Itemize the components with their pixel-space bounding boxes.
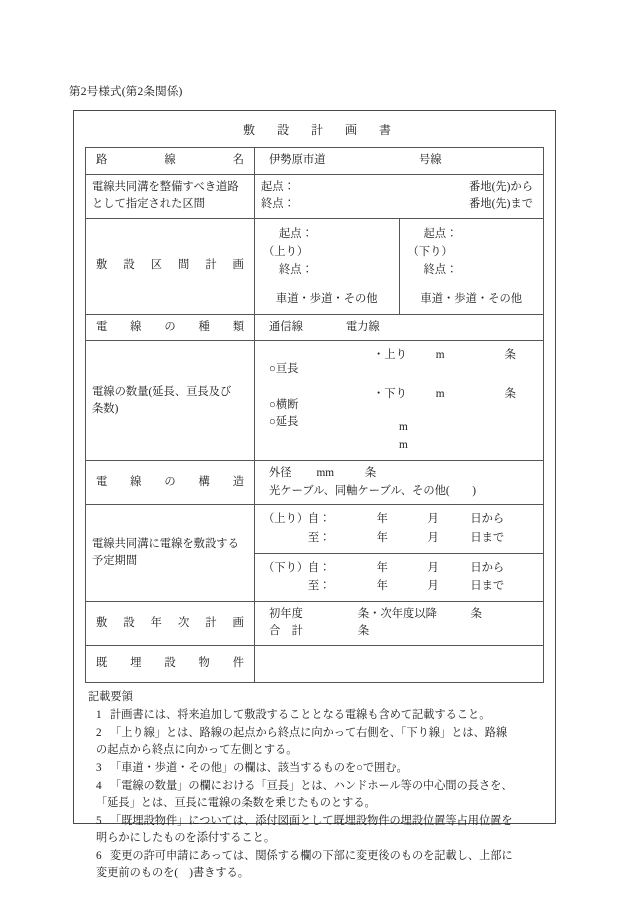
label-char: 電 [96, 476, 108, 488]
label-char: 次 [177, 616, 190, 629]
table-row-schedule [86, 505, 544, 602]
wire-type-option-power[interactable]: 電力線 [345, 320, 380, 333]
note-text: 計画書には、将来追加して敷設することとなる電線も含めて記載すること。 [110, 708, 491, 721]
install-section-direction-split [255, 219, 543, 314]
schedule-up-to-line [263, 529, 535, 548]
install-section-up-block[interactable] [255, 219, 400, 314]
quantity-down-line [373, 386, 537, 404]
existing-facilities-label [92, 655, 248, 673]
label-char: 計 [205, 259, 217, 272]
table-row-install-section-plan [86, 218, 544, 314]
schedule-down-block[interactable] [255, 554, 543, 601]
label-char: 名 [232, 154, 244, 166]
annual-plan-label-cell [86, 601, 255, 645]
label-line-2: 予定期間 [92, 555, 138, 567]
annual-plan-label [92, 615, 248, 633]
quantity-up-line [373, 347, 537, 365]
label-char: 区 [150, 259, 162, 272]
label-char: 電 [96, 320, 108, 333]
note-text-continued: 変更前のものを( )書きする。 [96, 866, 249, 879]
form-frame [73, 110, 556, 879]
wire-quantity-value-cell [255, 341, 544, 461]
note-item [88, 778, 543, 795]
schedule-up-from-month: 月 [427, 513, 439, 526]
wire-type-value-cell [255, 314, 544, 341]
wire-quantity-left-column [261, 347, 373, 432]
schedule-label-cell [86, 505, 255, 602]
table-row-route-name [86, 148, 544, 175]
quantity-encho-label[interactable]: ○延長 [269, 416, 299, 429]
down-start-label: 起点： [423, 227, 458, 240]
note-number: 3 [96, 761, 102, 774]
label-char: 画 [232, 616, 244, 629]
wire-quantity-label-cell [86, 341, 255, 461]
schedule-up-from-line [263, 510, 535, 529]
label-char: 埋 [130, 657, 142, 669]
up-start-label: 起点： [279, 227, 313, 240]
label-char: 線 [130, 476, 142, 488]
note-number: 1 [96, 708, 102, 721]
quantity-oudan-label[interactable]: ○横断 [269, 398, 299, 411]
label-char: 線 [130, 320, 142, 333]
quantity-encho-unit-line [373, 437, 537, 455]
diameter-unit-mm: mm [316, 467, 335, 480]
wire-structure-label-cell [86, 461, 255, 505]
total-label: 合 計 [269, 625, 303, 638]
schedule-up-to-month: 月 [427, 531, 439, 544]
wire-structure-value-cell[interactable] [255, 461, 544, 505]
install-section-down-block[interactable] [400, 219, 544, 314]
down-road-options[interactable]: 車道・歩道・その他 [420, 292, 523, 305]
first-year-label: 初年度 [269, 607, 303, 620]
install-section-plan-label [92, 257, 248, 275]
label-char: 画 [232, 259, 244, 272]
down-direction-label: （下り） [407, 245, 453, 258]
label-line-2: 条数) [92, 402, 119, 415]
schedule-up-from-day: 日から [470, 513, 505, 526]
label-char: 間 [177, 259, 190, 272]
label-char: 設 [123, 616, 135, 629]
label-char: 計 [205, 616, 217, 629]
label-char: の [164, 320, 176, 333]
note-text: 変更の許可申請にあっては、関係する欄の下部に変更後のものを記載し、上部に [110, 849, 513, 862]
schedule-up-direction: （上り） [263, 513, 309, 526]
wire-type-label-cell [86, 314, 255, 341]
label-char: 件 [232, 657, 244, 669]
notes-section [74, 683, 555, 882]
note-text: 「上り線」とは、路線の起点から終点に向かって右側を、「下り線」とは、路線 [110, 726, 508, 739]
wire-type-label [92, 319, 248, 337]
schedule-up-from-label: 自： [307, 513, 331, 526]
table-row-existing-facilities [86, 645, 544, 682]
cable-type-options[interactable]: 光ケーブル、同軸ケーブル、その他( ) [269, 484, 477, 497]
route-name-label [92, 152, 248, 170]
label-char: の [164, 476, 176, 488]
note-text-continued: の起点から終点に向かって左側とする。 [96, 743, 298, 756]
quantity-down-label: ・下り [373, 387, 407, 400]
schedule-down-to-line [263, 577, 535, 596]
label-char: 路 [96, 154, 108, 166]
wire-structure-diameter-line [261, 465, 537, 483]
designated-section-label-cell [86, 174, 255, 218]
up-direction-label: （上り） [263, 245, 309, 258]
label-char: 設 [164, 657, 176, 669]
schedule-up-to-label: 至： [307, 531, 331, 544]
quantity-oudan-unit-line [373, 419, 537, 437]
note-number: 4 [96, 779, 102, 792]
designated-section-value-cell[interactable] [255, 174, 544, 218]
note-text: 「車道・歩道・その他」の欄は、該当するものを○で囲む。 [110, 761, 408, 774]
note-item [88, 760, 543, 777]
quantity-down-unit-jo: 条 [504, 387, 516, 400]
annual-plan-total-line [261, 623, 537, 641]
up-end-label: 終点： [279, 263, 313, 276]
label-char: 年 [150, 616, 162, 629]
note-item [88, 813, 543, 830]
wire-quantity-grid [261, 347, 537, 454]
schedule-value-cell [255, 505, 544, 602]
note-text-continued: 「延長」とは、亘長に電線の条数を乗じたものとする。 [96, 796, 376, 809]
wire-structure-label [92, 474, 248, 492]
label-line-2: として指定された区間 [92, 198, 205, 210]
up-road-options[interactable]: 車道・歩道・その他 [275, 292, 378, 305]
designated-start-label: 起点： [261, 180, 295, 193]
label-line-1: 電線共同溝を整備すべき道路 [92, 181, 239, 194]
annual-plan-value-cell[interactable] [255, 601, 544, 645]
label-char: 構 [198, 476, 210, 488]
label-line-1: 電線の数量(延長、亘長及び [92, 385, 232, 398]
schedule-down-from-year: 年 [376, 561, 388, 574]
note-item [88, 848, 543, 865]
schedule-down-to-day: 日まで [470, 580, 505, 593]
designated-start-row [261, 179, 537, 197]
wire-quantity-right-column [373, 347, 537, 454]
schedule-down-from-day: 日から [470, 561, 505, 574]
note-text: 「既埋設物件」については、添付図面として既埋設物件の埋設位置等占用位置を [110, 814, 513, 827]
schedule-up-to-year: 年 [376, 531, 388, 544]
schedule-down-to-year: 年 [376, 580, 388, 593]
designated-end-row [261, 196, 537, 214]
diameter-label: 外径 [269, 467, 292, 480]
note-text-continued: 明らかにしたものを添付すること。 [96, 831, 276, 844]
quantity-encho-unit-m: m [399, 438, 408, 451]
note-number: 5 [96, 814, 102, 827]
schedule-down-to-month: 月 [427, 580, 439, 593]
down-end-label: 終点： [423, 263, 458, 276]
note-number: 6 [96, 849, 102, 862]
table-row-wire-structure [86, 461, 544, 505]
route-name-value-cell[interactable] [255, 148, 544, 175]
label-char: 種 [198, 320, 210, 333]
schedule-down-to-label: 至： [307, 580, 331, 593]
total-unit: 条 [357, 625, 370, 638]
designated-end-label: 終点： [261, 198, 295, 210]
label-char: 敷 [96, 616, 108, 629]
designated-end-suffix: 番地(先)まで [468, 198, 533, 210]
table-row-annual-plan [86, 601, 544, 645]
form-number: 第2号様式(第2条関係) [69, 86, 183, 98]
route-name-label-cell [86, 148, 255, 175]
annual-plan-first-year-line [261, 606, 537, 624]
route-name-primary: 伊勢原市道 [269, 154, 326, 166]
notes-title: 記載要領 [88, 690, 133, 703]
schedule-label [92, 536, 248, 570]
wire-type-options [261, 319, 537, 337]
table-row-wire-quantity [86, 341, 544, 461]
schedule-up-from-year: 年 [376, 513, 388, 526]
schedule-down-direction: （下り） [263, 561, 309, 574]
route-name-secondary: 号線 [419, 154, 442, 166]
designated-start-suffix: 番地(先)から [468, 180, 533, 193]
schedule-up-block[interactable] [255, 505, 543, 553]
diameter-unit-jo: 条 [364, 467, 377, 480]
label-char: 線 [164, 154, 176, 166]
wire-type-option-communication[interactable]: 通信線 [269, 320, 303, 333]
note-text: 「電線の数量」の欄における「亘長」とは、ハンドホール等の中心間の長さを、 [110, 779, 513, 792]
existing-facilities-value-cell[interactable] [255, 645, 544, 682]
document-title: 敷 設 計 画 書 [242, 123, 396, 137]
label-char: 敷 [96, 259, 108, 272]
designated-section-label [92, 179, 248, 213]
table-row-wire-type [86, 314, 544, 341]
wire-quantity-label [92, 384, 248, 418]
note-number: 2 [96, 726, 102, 739]
quantity-up-unit-m: m [435, 349, 445, 362]
quantity-up-label: ・上り [373, 349, 407, 362]
label-line-1: 電線共同溝に電線を敷設する [92, 538, 239, 551]
note-item [88, 725, 543, 742]
existing-facilities-label-cell [86, 645, 255, 682]
subsequent-year-unit: 条 [470, 607, 482, 620]
label-char: 類 [232, 320, 244, 333]
schedule-up-to-day: 日まで [470, 531, 505, 544]
quantity-down-unit-m: m [435, 387, 445, 400]
label-char: 設 [123, 259, 135, 272]
label-char: 造 [232, 476, 244, 488]
schedule-down-from-month: 月 [427, 561, 439, 574]
quantity-up-unit-jo: 条 [504, 349, 516, 362]
note-item [88, 707, 543, 724]
quantity-oudan-unit-m: m [399, 421, 408, 434]
table-row-designated-section [86, 174, 544, 218]
install-section-plan-label-cell [86, 218, 255, 314]
route-name-value [261, 152, 537, 170]
quantity-kouchou-label[interactable]: ○亘長 [269, 363, 299, 376]
schedule-down-from-line [263, 559, 535, 578]
label-char: 既 [96, 657, 108, 669]
first-year-unit: 条・次年度以降 [357, 607, 437, 620]
installation-plan-table [85, 147, 544, 683]
schedule-down-from-label: 自： [307, 561, 331, 574]
label-char: 物 [198, 657, 210, 669]
install-section-plan-value-cell [255, 218, 544, 314]
